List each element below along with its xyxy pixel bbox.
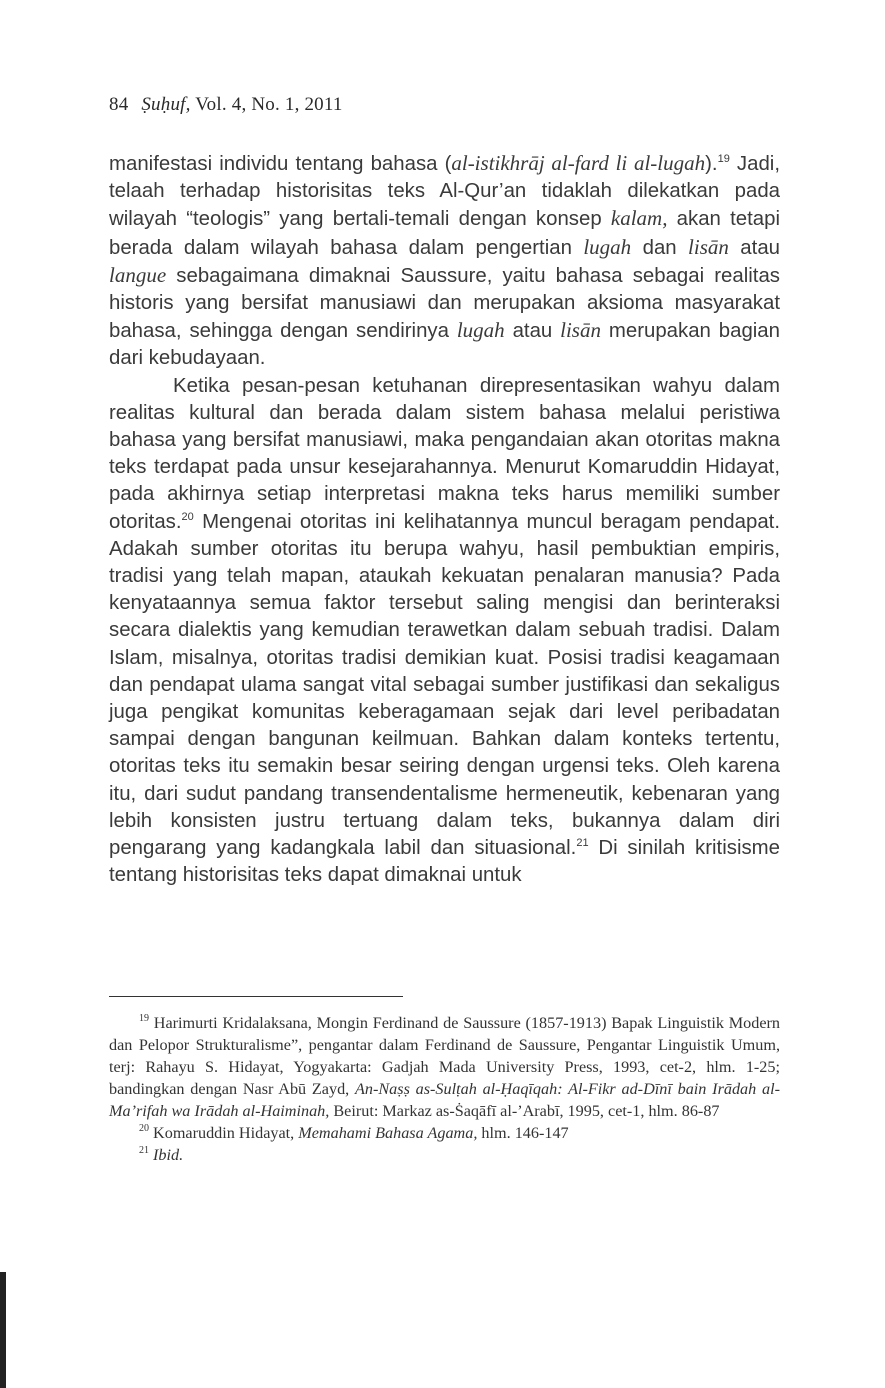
text-run: ). [705,153,718,175]
text-run: Di sinilah kritisisme tentang historisitas teks dapat dimaknai untuk [109,837,780,887]
text-run: Komaruddin Hidayat, [149,1124,299,1142]
body-text [109,150,780,889]
text-run: atau [504,320,561,343]
italic-term: langue [109,262,167,287]
footnote-20 [109,1122,780,1144]
paragraph-2 [109,373,780,890]
italic-title: An-Naṣṣ as-Sulṭah al-Ḥaqīqah: Al-Fikr ad-Dīnī bain Irādah al-Ma’rifah wa Irādah al-Haiminah, [109,1080,780,1120]
italic-title: Ibid. [153,1146,184,1164]
text-run: merupakan bagian dari kebudayaan. [109,320,780,370]
scan-edge-mark [0,1272,6,1388]
footnote-number: 19 [139,1013,149,1024]
text-run: sebagaimana dimaknai Saussure, yaitu bahasa sebagai realitas historis yang bersifat manusiawi dan merupakan aksioma masyarakat bahasa, sehingga dengan sendirinya [109,264,780,343]
text-run: Beirut: Markaz as-Ṡaqāfī al-’Arabī, 1995, cet-1, hlm. 86-87 [329,1102,720,1120]
footnote-21 [109,1144,780,1166]
text-run: atau [728,236,780,259]
footnote-ref-19: 19 [717,153,730,165]
italic-term: lisān [688,234,729,259]
footnote-ref-20: 20 [181,510,194,523]
volume-info: Vol. 4, No. 1, 2011 [195,94,343,115]
italic-title: Memahami Bahasa Agama, [298,1124,478,1142]
italic-term: al-istikhrāj al-fard li al-lugah [451,151,706,175]
page-number: 84 [109,94,129,115]
text-run: hlm. 146-147 [477,1124,569,1142]
text-run: dan [631,236,689,259]
footnote-19 [109,1012,780,1122]
italic-term: kalam, [610,206,668,231]
footnote-number: 21 [139,1145,149,1156]
italic-term: lugah [583,234,632,259]
running-header [109,94,343,116]
text-run: akan tetapi berada dalam wilayah bahasa dalam pengertian [109,208,780,259]
italic-term: lugah [456,318,505,343]
paragraph-1 [109,150,780,373]
text-run: Jadi, telaah terhadap historisitas teks Al-Qur’an tidaklah dilekatkan pada wilayah “teologis” yang bertali-temali dengan konsep [109,153,780,231]
footnote-number: 20 [139,1123,149,1134]
footnote-divider [109,996,403,997]
footnote-ref-21: 21 [576,837,589,850]
text-run: Mengenai otoritas ini kelihatannya muncul beragam pendapat. Adakah sumber otoritas itu berupa wahyu, hasil pembuktian empiris, tradisi yang telah mapan, ataukah kekuatan penalaran manusia? Pada kenyataannya semua faktor tersebut saling mengisi dan berinteraksi secara dialektis yang kemudian terawetkan dalam sebuah tradisi. Dalam Islam, misalnya, otoritas tradisi demikian kuat. Posisi tradisi keagamaan dan pendapat ulama sangat vital sebagai sumber justifikasi dan sekaligus juga pengikat komunitas keberagamaan sejak dari level peribadatan sampai dengan bangunan keilmuan. Bahkan dalam konteks tertentu, otoritas teks itu semakin besar seiring dengan urgensi teks. Oleh karena itu, dari sudut pandang transendentalisme hermeneutik, kebenaran yang lebih konsisten justru tertuang dalam teks, bukannya dalam diri pengarang yang kadangkala labil dan situasional. [109,510,780,860]
footnotes [109,1012,780,1166]
journal-title: Ṣuḥuf, [141,94,191,115]
text-run: Ketika pesan-pesan ketuhanan direpresentasikan wahyu dalam realitas kultural dan berada dalam sistem bahasa melalui peristiwa bahasa yang bersifat manusiawi, maka pengandaian akan otoritas makna teks terdapat pada unsur kesejarahannya. Menurut Komaruddin Hidayat, pada akhirnya setiap interpretasi makna teks harus memiliki sumber otoritas. [109,374,780,533]
italic-term: lisān [560,318,601,343]
text-run: Harimurti Kridalaksana, Mongin Ferdinand de Saussure (1857-1913) Bapak Linguistik Modern dan Pelopor Strukturalisme”, pengantar dalam Ferdinand de Saussure, Pengantar Linguistik Umum, terj: Rahayu S. Hidayat, Yogyakarta: Gadjah Mada University Press, 1993, cet-2, hlm. 1-25; bandingkan dengan Nasr Abū Zayd, [109,1014,780,1098]
text-run: manifestasi individu tentang bahasa ( [109,153,452,175]
